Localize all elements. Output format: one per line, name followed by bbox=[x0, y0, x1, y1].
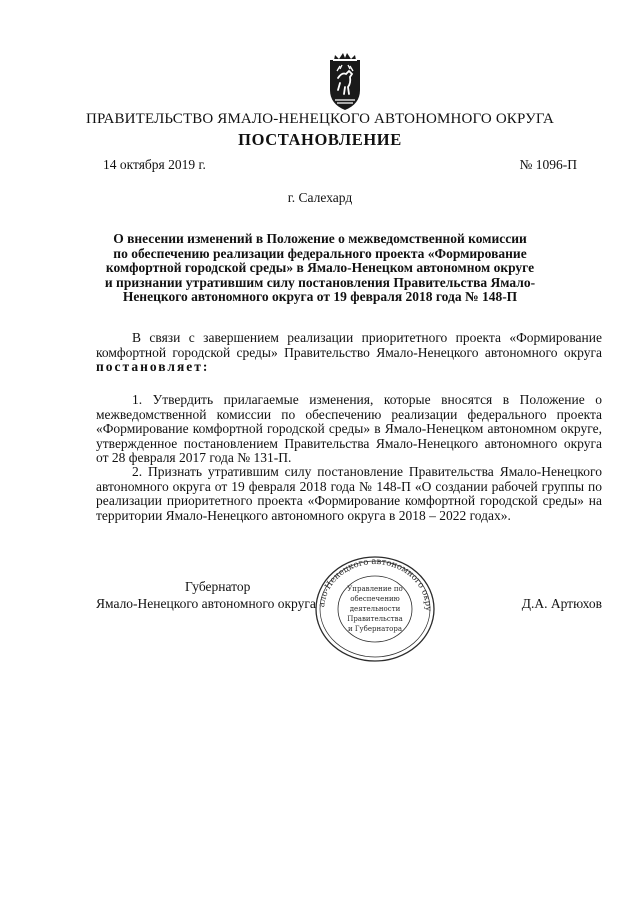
seal-outer-text: ало-Ненецкого автономного окру bbox=[317, 556, 434, 612]
signatory-name: Д.А. Артюхов bbox=[521, 596, 602, 611]
document-number: № 1096-П bbox=[519, 157, 577, 172]
signatory-title: Губернатор bbox=[185, 579, 251, 594]
seal-line: деятельности bbox=[349, 605, 401, 613]
heading-line: комфортной городской среды» в Ямало-Ненецком автономном округе bbox=[105, 260, 535, 276]
document-heading bbox=[100, 232, 540, 305]
intro-paragraph bbox=[96, 331, 602, 375]
heading-line: по обеспечению реализации федерального проекта «Формирование bbox=[113, 245, 527, 261]
document-city: г. Салехард bbox=[287, 190, 353, 205]
official-seal-stamp bbox=[311, 552, 438, 663]
seal-line: обеспечению bbox=[350, 595, 400, 603]
document-type: ПОСТАНОВЛЕНИЕ bbox=[238, 130, 402, 149]
government-name: ПРАВИТЕЛЬСТВО ЯМАЛО-НЕНЕЦКОГО АВТОНОМНОГО ОКРУГА bbox=[85, 111, 555, 127]
decree-word: постановляет: bbox=[96, 359, 210, 375]
seal-line: Правительства bbox=[347, 615, 403, 623]
item-1-paragraph: 1. Утвердить прилагаемые изменения, которые вносятся в Положение о межведомственной комиссии по обеспечению реализации федерального проекта «Формирование комфортной городской среды» в Ямало-Ненецком автономном округе, утвержденное постановлением Правительства Ямало-Ненецкого автономного округа от 28 февраля 2017 года № 131-П. bbox=[96, 392, 602, 466]
heading-line: и признании утратившим силу постановления Правительства Ямало- bbox=[104, 274, 536, 290]
intro-text: В связи с завершением реализации приоритетного проекта «Формирование комфортной городской среды» Правительство Ямало-Ненецкого автономного округа bbox=[96, 330, 602, 360]
heading-line: О внесении изменений в Положение о межведомственной комиссии bbox=[113, 231, 527, 246]
seal-line: и Губернатора bbox=[347, 625, 403, 633]
heading-line: Ненецкого автономного округа от 19 февраля 2018 года № 148-П bbox=[122, 289, 518, 305]
item-2-paragraph: 2. Признать утратившим силу постановление Правительства Ямало-Ненецкого автономного округа от 19 февраля 2018 года № 148-П «О создании рабочей группы по реализации приоритетного проекта «Формирование комфортной городской среды» на территории Ямало-Ненецкого автономного округа в 2018 – 2022 годах». bbox=[96, 464, 602, 523]
signatory-region: Ямало-Ненецкого автономного округа bbox=[96, 596, 316, 611]
seal-line: Управление по bbox=[347, 585, 403, 593]
document-date: 14 октября 2019 г. bbox=[103, 157, 206, 172]
coat-of-arms-icon bbox=[323, 50, 367, 112]
